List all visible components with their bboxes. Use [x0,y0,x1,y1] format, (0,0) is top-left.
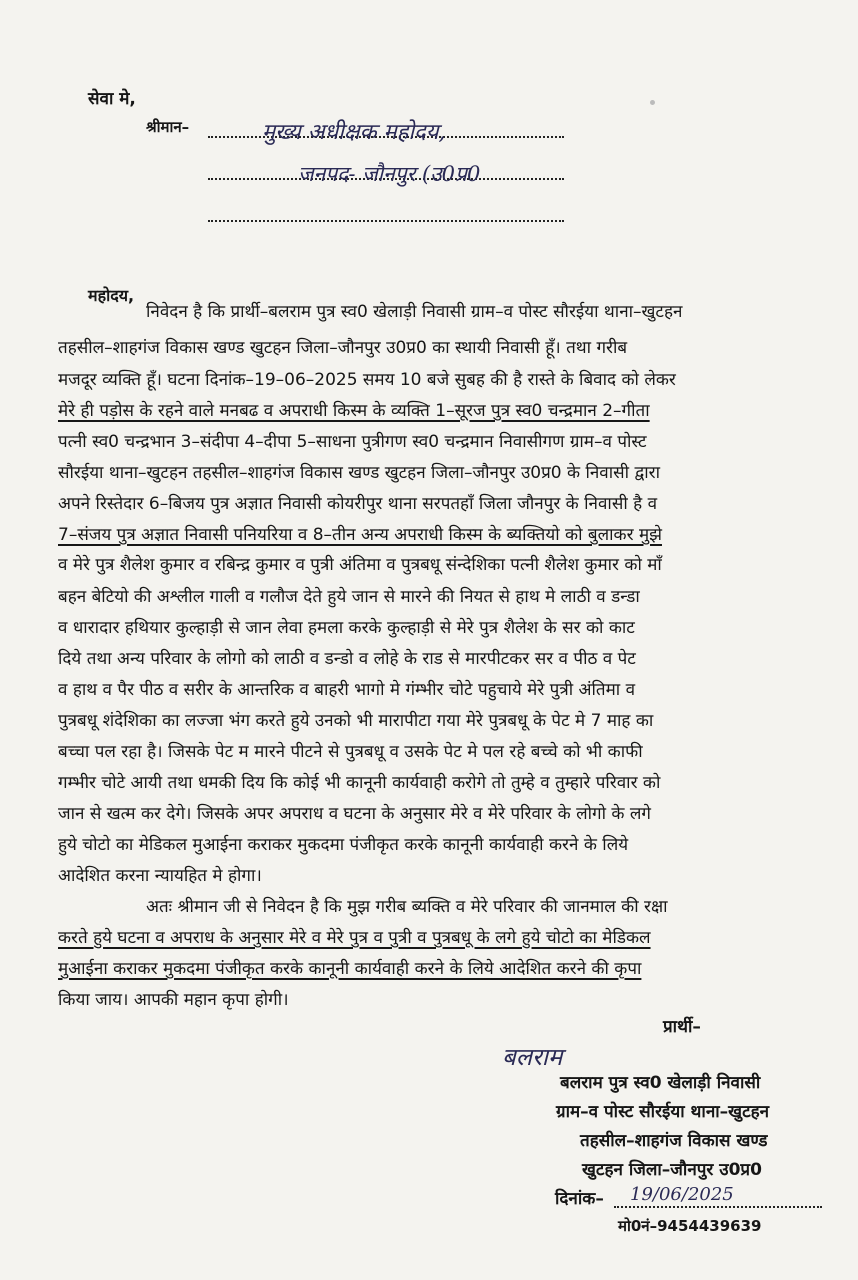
greeting: महोदय, [88,286,135,305]
body-line: निवेदन है कि प्रार्थी–बलराम पुत्र स्व0 खेलाड़ी निवासी ग्राम–व पोस्ट सौरईया थाना–खुटहन [146,302,683,322]
applicant-address-1: ग्राम–व पोस्ट सौरईया थाना–खुटहन [556,1102,770,1122]
body-line: मजदूर व्यक्ति हूँ। घटना दिनांक–19–06–2025 समय 10 बजे सुबह की है रास्ते के बिवाद को लेकर [58,370,676,390]
body-line: हुये चोटो का मेडिकल मुआईना कराकर मुकदमा पंजीकृत करके कानूनी कार्यवाही करने के लिये [58,835,629,855]
body-line: व धारादार हथियार कुल्हाड़ी से जान लेवा हमला करके कुल्हाड़ी से मेरे पुत्र शैलेश के सर को काट [58,618,635,638]
body-line: दिये तथा अन्य परिवार के लोगो को लाठी व डन्डो व लोहे के राड से मारपीटकर सर व पीठ व पेट [58,649,636,669]
body-line: पत्नी स्व0 चन्द्रभान 3–संदीपा 4–दीपा 5–साधना पुत्रीगण स्व0 चन्द्रमान निवासीगण ग्राम–व पोस्ट [58,432,647,452]
addressee-dotted-line-3 [208,220,564,222]
body-line: बच्चा पल रहा है। जिसके पेट म मारने पीटने से पुत्रबधू व उसके पेट मे पल रहे बच्चे को भी काफी [58,742,643,762]
date-value: 19/06/2025 [630,1184,734,1205]
addressee-line-1: मुख्य अधीक्षक महोदय, [262,120,446,145]
body-line: पुत्रबधू शंदेशिका का लज्जा भंग करते हुये उनको भी मारापीटा गया मेरे पुत्रबधू के पेट मे 7 माह का [58,711,654,731]
applicant-name: बलराम पुत्र स्व0 खेलाड़ी निवासी [560,1073,761,1093]
request-line: अतः श्रीमान जी से निवेदन है कि मुझ गरीब ब्यक्ति व मेरे परिवार की जानमाल की रक्षा [146,897,668,917]
body-line: 7–संजय पुत्र अज्ञात निवासी पनियरिया व 8–तीन अन्य अपराधी किस्म के ब्यक्तियो को बुलाकर मुझे [58,525,662,545]
body-line: गम्भीर चोटे आयी तथा धमकी दिय कि कोई भी कानूनी कार्यवाही करोगे तो तुम्हे व तुम्हारे परिवार को [58,773,661,793]
body-line: तहसील–शाहगंज विकास खण्ड खुटहन जिला–जौनपुर उ0प्र0 का स्थायी निवासी हूँ। तथा गरीब [58,338,628,358]
body-line: बहन बेटियो की अश्लील गाली व गलौज देते हुये जान से मारने की नियत से हाथ मे लाठी व डन्डा [58,587,640,607]
body-line: जान से खत्म कर देगे। जिसके अपर अपराध व घटना के अनुसार मेरे व मेरे परिवार के लोगो के लगे [58,804,651,824]
request-line: करते हुये घटना व अपराध के अनुसार मेरे व मेरे पुत्र व पुत्री व पुत्रबधू के लगे हुये चोटो का मेडिकल [58,928,651,948]
body-line: अपने रिस्तेदार 6–बिजय पुत्र अज्ञात निवासी कोयरीपुर थाना सरपतहाँ जिला जौनपुर के निवासी है व [58,494,658,514]
paper-speck [650,100,655,105]
body-line: मेरे ही पड़ोस के रहने वाले मनबढ व अपराधी किस्म के व्यक्ति 1–सूरज पुत्र स्व0 चन्द्रमान 2–गीता [58,401,650,421]
date-dotted-line [614,1206,822,1208]
request-line: मुआईना कराकर मुकदमा पंजीकृत करके कानूनी कार्यवाही करने के लिये आदेशित करने की कृपा [58,959,642,979]
body-line: आदेशित करना न्यायहित मे होगा। [58,866,262,886]
shriman-label: श्रीमान– [146,118,190,136]
addressee-line-2: जनपद- जौनपुर (उ0प्र0 [298,162,481,186]
handwritten-signature: बलराम [502,1043,563,1071]
prarthi-label: प्रार्थी– [663,1017,701,1037]
date-label: दिनांक– [555,1189,604,1209]
applicant-address-3: खुटहन जिला–जौनपुर उ0प्र0 [582,1160,762,1180]
body-line: व हाथ व पैर पीठ व सरीर के आन्तरिक व बाहरी भागो मे गंम्भीर चोटे पहुचाये मेरे पुत्री अंतिमा व [58,680,636,700]
applicant-address-2: तहसील–शाहगंज विकास खण्ड [580,1131,768,1151]
body-line: व मेरे पुत्र शैलेश कुमार व रबिन्द्र कुमार व पुत्री अंतिमा व पुत्रबधू संन्देशिका पत्नी शैलेश कुमार को माँ [58,555,662,575]
mobile-number: मो0नं–9454439639 [618,1217,762,1235]
salutation: सेवा मे, [88,89,136,109]
request-line: किया जाय। आपकी महान कृपा होगी। [58,990,289,1010]
body-line: सौरईया थाना–खुटहन तहसील–शाहगंज विकास खण्ड खुटहन जिला–जौनपुर उ0प्र0 के निवासी द्वारा [58,463,660,483]
